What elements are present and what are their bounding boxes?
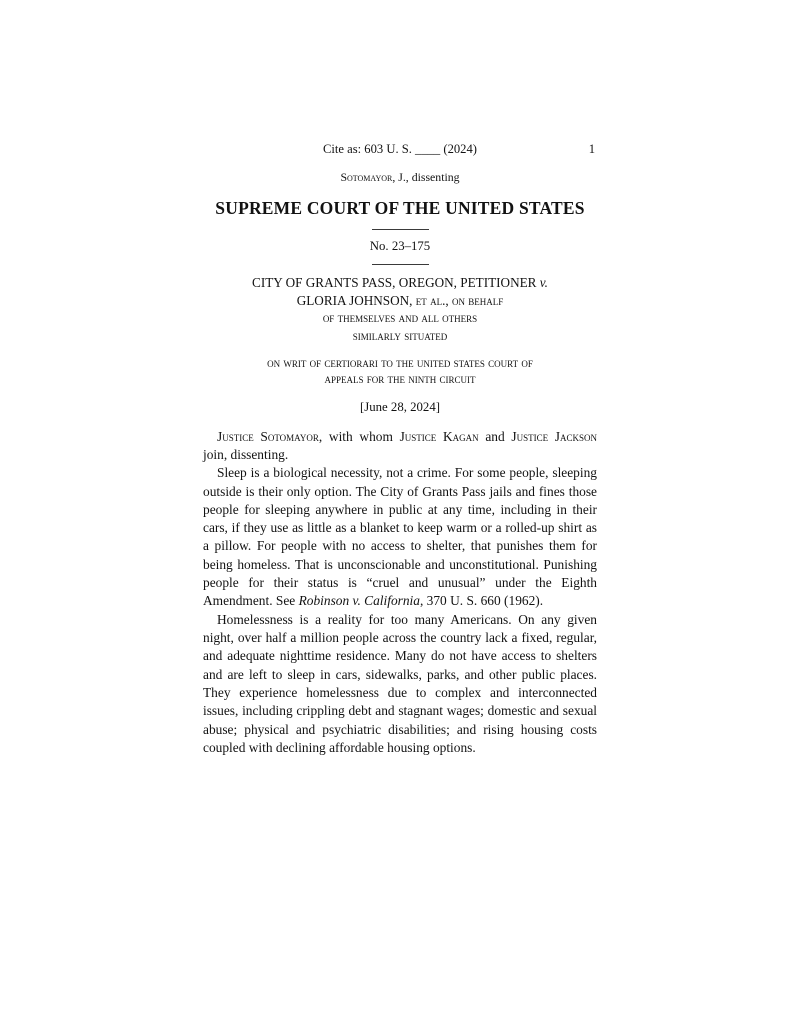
versus-abbreviation: v. — [539, 275, 548, 291]
writ-statement — [203, 355, 597, 388]
citation-text: Cite as: 603 U. S. ____ (2024) — [323, 142, 477, 156]
writ-line-2: appeals for the ninth circuit — [324, 371, 476, 387]
caption-line-2 — [203, 292, 597, 310]
opening-text-1: , with whom — [318, 428, 400, 444]
page-number: 1 — [588, 142, 595, 156]
justice-sotomayor-name: Justice Sotomayor — [217, 428, 319, 444]
running-head-justice-name: Sotomayor — [340, 170, 393, 185]
paragraph-1-citation-tail: , 370 U. S. 660 (1962). — [419, 593, 544, 609]
caption-line-3: of themselves and all others — [322, 310, 478, 326]
docket-number: No. 23–175 — [369, 239, 431, 254]
opinion-body — [203, 428, 597, 758]
running-head — [203, 170, 597, 185]
opinion-opening — [203, 428, 597, 465]
justice-kagan-name: Justice Kagan — [399, 428, 479, 444]
body-paragraph-2: Homelessness is a reality for too many Americans. On any given night, over half a million people across the country lack a fixed, regular, and adequate nighttime residence. Many do not have access to shelters and are left to sleep in cars, sidewalks, parks, and other public places. They experience homelessness due to complex and interconnected issues, including crippling debt and stagnant wages; domestic and sexual abuse; physical and psychiatric disabilities; and rising housing costs coupled with declining affordable housing options. — [203, 611, 597, 755]
opening-text-3: join, dissenting. — [203, 446, 289, 462]
caption-respondent: GLORIA JOHNSON, — [296, 292, 416, 308]
opening-text-2: and — [478, 428, 512, 444]
court-title: SUPREME COURT OF THE UNITED STATES — [215, 198, 585, 219]
caption-line-1 — [203, 274, 597, 292]
caption-line-4: similarly situated — [352, 328, 448, 344]
divider-rule-bottom — [372, 264, 429, 265]
divider-rule-top — [372, 229, 429, 230]
citation-header — [203, 142, 597, 157]
body-paragraph-1 — [203, 464, 597, 611]
paragraph-1-text: Sleep is a biological necessity, not a crime. For some people, sleeping outside is their only option. The City of Grants Pass jails and fines those people for sleeping anywhere in public at any time, including in their cars, if they use as little as a blanket to keep warm or a rolled-up shirt as a pillow. For people with no access to shelter, that punishes them for being homeless. That is unconscionable and unconstitutional. Punishing people for their status is “cruel and unusual” under the Eighth Amendment. See — [203, 465, 597, 609]
caption-petitioner: CITY OF GRANTS PASS, OREGON, PETITIONER — [252, 275, 540, 291]
text-column — [203, 0, 597, 757]
caption-et-al: et al., on behalf — [415, 292, 504, 308]
case-caption — [203, 274, 597, 345]
justice-jackson-name: Justice Jackson — [511, 428, 597, 444]
writ-line-1: on writ of certiorari to the united states court of — [267, 354, 533, 370]
decision-date: [June 28, 2024] — [360, 399, 440, 414]
case-citation-name: Robinson v. California — [298, 593, 420, 609]
running-head-suffix: , J., dissenting — [392, 170, 460, 185]
